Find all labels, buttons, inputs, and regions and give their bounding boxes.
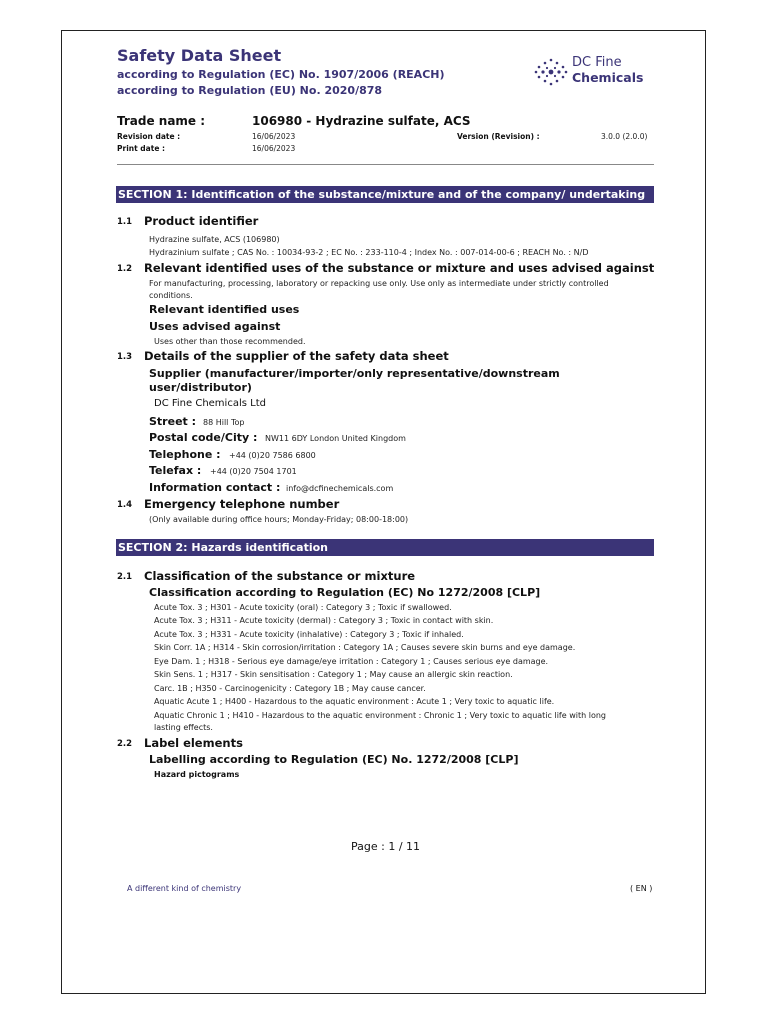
section-1-1-number: 1.1 [117,217,133,227]
print-date-label: Print date : [117,144,166,153]
company-name: DC Fine Chemicals Ltd [154,398,266,409]
identified-uses-heading: Relevant identified uses of the substance or mixture and uses advised against [144,261,655,275]
hazard-statement: Eye Dam. 1 ; H318 - Serious eye damage/eye irritation : Category 1 ; Causes serious eye damage. [154,657,549,666]
section-1-3-number: 1.3 [117,352,133,362]
hazard-statement: Acute Tox. 3 ; H311 - Acute toxicity (dermal) : Category 3 ; Toxic in contact with skin. [154,616,494,625]
supplier-type-heading-line1: Supplier (manufacturer/importer/only representative/downstream [149,367,560,380]
logo-text-dc-fine: DC Fine [572,55,622,70]
postal-code-value: NW11 6DY London United Kingdom [265,434,406,443]
trade-name-value: 106980 - Hydrazine sulfate, ACS [252,114,471,128]
hazard-statement: Carc. 1B ; H350 - Carcinogenicity : Category 1B ; May cause cancer. [154,684,426,693]
section-1-4-number: 1.4 [117,500,133,510]
hazard-statement: Acute Tox. 3 ; H301 - Acute toxicity (oral) : Category 3 ; Toxic if swallowed. [154,603,452,612]
clp-classification-heading: Classification according to Regulation (EC) No 1272/2008 [CLP] [149,586,541,599]
section-2-1-number: 2.1 [117,572,133,582]
telefax-label: Telefax : [149,464,202,477]
revision-date-value: 16/06/2023 [252,132,296,141]
version-label: Version (Revision) : [457,132,540,141]
postal-code-label: Postal code/City : [149,431,258,444]
hazard-statement: Acute Tox. 3 ; H331 - Acute toxicity (inhalative) : Category 3 ; Toxic if inhaled. [154,630,464,639]
section-2-2-number: 2.2 [117,739,133,749]
hazard-statement: Skin Sens. 1 ; H317 - Skin sensitisation : Category 1 ; May cause an allergic skin reaction. [154,670,513,679]
telephone-label: Telephone : [149,448,221,461]
company-logo-icon [533,57,569,87]
clp-labelling-heading: Labelling according to Regulation (EC) No. 1272/2008 [CLP] [149,753,519,766]
document-title: Safety Data Sheet [117,46,282,65]
version-value: 3.0.0 (2.0.0) [601,132,648,141]
section-1-2-number: 1.2 [117,264,133,274]
emergency-hours-text: (Only available during office hours; Monday-Friday; 08:00-18:00) [149,515,409,524]
supplier-type-heading-line2: user/distributor) [149,381,252,394]
section-1-header: SECTION 1: Identification of the substance/mixture and of the company/ undertaking [116,186,654,203]
print-date-value: 16/06/2023 [252,144,296,153]
regulation-reach: according to Regulation (EC) No. 1907/2006 (REACH) [117,68,445,81]
uses-text-line2: conditions. [149,291,193,300]
hazard-statement: Aquatic Acute 1 ; H400 - Hazardous to the aquatic environment : Acute 1 ; Very toxic to aquatic life. [154,697,555,706]
telefax-value: +44 (0)20 7504 1701 [210,467,297,476]
header-divider [117,164,654,165]
hazard-pictograms-heading: Hazard pictograms [154,770,240,779]
uses-text-line1: For manufacturing, processing, laboratory or repacking use only. Use only as intermediate under strictly controlled [149,279,609,288]
uses-advised-against-text: Uses other than those recommended. [154,337,306,346]
uses-advised-against-heading: Uses advised against [149,320,281,333]
product-identifiers-text: Hydrazinium sulfate ; CAS No. : 10034-93-2 ; EC No. : 233-110-4 ; Index No. : 007-014-00-6 ; REACH No. : N/D [149,248,589,257]
hazard-statement: Aquatic Chronic 1 ; H410 - Hazardous to the aquatic environment : Chronic 1 ; Very toxic to aquatic life with long [154,711,606,720]
trade-name-label: Trade name : [117,114,206,128]
information-contact-label: Information contact : [149,481,281,494]
regulation-eu: according to Regulation (EU) No. 2020/878 [117,84,383,97]
section-2-header: SECTION 2: Hazards identification [116,539,654,556]
street-label: Street : [149,415,197,428]
product-name-text: Hydrazine sulfate, ACS (106980) [149,235,280,244]
footer-tagline: A different kind of chemistry [127,884,242,893]
revision-date-label: Revision date : [117,132,181,141]
information-contact-email[interactable]: info@dcfinechemicals.com [286,484,394,493]
relevant-uses-heading: Relevant identified uses [149,303,300,316]
emergency-telephone-heading: Emergency telephone number [144,497,340,511]
hazard-statement: lasting effects. [154,723,213,732]
footer-language: ( EN ) [630,884,653,893]
street-value: 88 Hill Top [203,418,245,427]
supplier-details-heading: Details of the supplier of the safety data sheet [144,349,449,363]
page-number: Page : 1 / 11 [351,840,421,853]
product-identifier-heading: Product identifier [144,214,259,228]
classification-heading: Classification of the substance or mixture [144,569,416,583]
logo-text-chemicals: Chemicals [572,70,644,85]
telephone-value: +44 (0)20 7586 6800 [229,451,316,460]
hazard-statement: Skin Corr. 1A ; H314 - Skin corrosion/irritation : Category 1A ; Causes severe skin burns and eye damage. [154,643,576,652]
label-elements-heading: Label elements [144,736,243,750]
